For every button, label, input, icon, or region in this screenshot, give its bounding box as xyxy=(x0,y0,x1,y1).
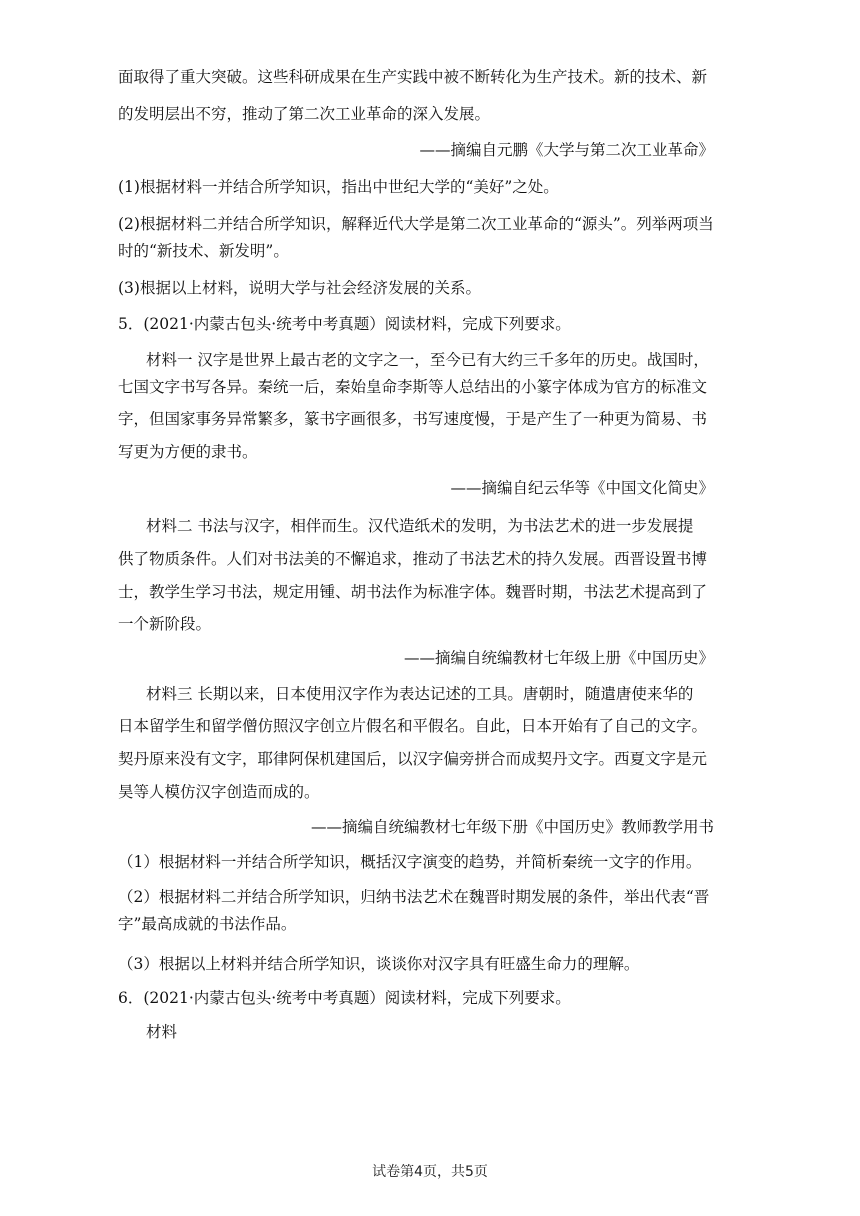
intro-source: ——摘编自元鹏《大学与第二次工业革命》 xyxy=(419,141,714,159)
q6-header: 6．(2021·内蒙古包头·统考中考真题）阅读材料，完成下列要求。 xyxy=(118,989,571,1007)
q5-material1-line-2: 七国文字书写各异。秦统一后，秦始皇命李斯等人总结出的小篆字体成为官方的标准文 xyxy=(118,378,708,396)
q5-sub2-line-2: 字”最高成就的书法作品。 xyxy=(118,915,297,933)
q5-material1-line-1: 材料一 汉字是世界上最古老的文字之一，至今已有大约三千多年的历史。战国时， xyxy=(146,351,709,369)
q4-sub3: (3)根据以上材料，说明大学与社会经济发展的关系。 xyxy=(118,279,481,297)
intro-line-2: 的发明层出不穷，推动了第二次工业革命的深入发展。 xyxy=(118,105,491,123)
q5-sub1: （1）根据材料一并结合所学知识，概括汉字演变的趋势，并简析秦统一文字的作用。 xyxy=(118,853,702,871)
q6-material-label: 材料 xyxy=(146,1023,178,1041)
q5-material3-line-2: 日本留学生和留学僧仿照汉字创立片假名和平假名。自此，日本开始有了自己的文字。 xyxy=(118,717,708,735)
q5-sub3: （3）根据以上材料并结合所学知识，谈谈你对汉字具有旺盛生命力的理解。 xyxy=(118,955,640,973)
q5-material3-line-4: 昊等人模仿汉字创造而成的。 xyxy=(118,783,320,801)
intro-line-1: 面取得了重大突破。这些科研成果在生产实践中被不断转化为生产技术。新的技术、新 xyxy=(118,68,708,86)
q5-sub2-line-1: （2）根据材料二并结合所学知识，归纳书法艺术在魏晋时期发展的条件，举出代表“晋 xyxy=(118,888,710,906)
q5-material3-source: ——摘编自统编教材七年级下册《中国历史》教师教学用书 xyxy=(310,818,714,836)
q5-material3-line-3: 契丹原来没有文字，耶律阿保机建国后，以汉字偏旁拼合而成契丹文字。西夏文字是元 xyxy=(118,750,708,768)
q5-material1-line-3: 字，但国家事务异常繁多，篆书字画很多，书写速度慢，于是产生了一种更为简易、书 xyxy=(118,410,708,428)
page-footer: 试卷第4页，共5页 xyxy=(372,1164,488,1180)
q5-material2-line-1: 材料二 书法与汉字，相伴而生。汉代造纸术的发明，为书法艺术的进一步发展提 xyxy=(146,517,694,535)
q4-sub1: (1)根据材料一并结合所学知识，指出中世纪大学的“美好”之处。 xyxy=(118,178,559,196)
q5-material3-line-1: 材料三 长期以来，日本使用汉字作为表达记述的工具。唐朝时，随遣唐使来华的 xyxy=(146,685,694,703)
q5-material2-line-2: 供了物质条件。人们对书法美的不懈追求，推动了书法艺术的持久发展。西晋设置书博 xyxy=(118,550,708,568)
q4-sub2-line-1: (2)根据材料二并结合所学知识，解释近代大学是第二次工业革命的“源头”。列举两项当 xyxy=(118,215,714,233)
q4-sub2-line-2: 时的“新技术、新发明”。 xyxy=(118,242,289,260)
q5-material1-line-4: 写更为方便的隶书。 xyxy=(118,443,258,461)
q5-material2-line-3: 士，教学生学习书法，规定用锺、胡书法作为标准字体。魏晋时期，书法艺术提高到了 xyxy=(118,583,708,601)
q5-header: 5．(2021·内蒙古包头·统考中考真题）阅读材料，完成下列要求。 xyxy=(118,315,571,333)
q5-material1-source: ——摘编自纪云华等《中国文化简史》 xyxy=(450,479,714,497)
q5-material2-source: ——摘编自统编教材七年级上册《中国历史》 xyxy=(403,649,714,667)
q5-material2-line-4: 一个新阶段。 xyxy=(118,615,212,633)
